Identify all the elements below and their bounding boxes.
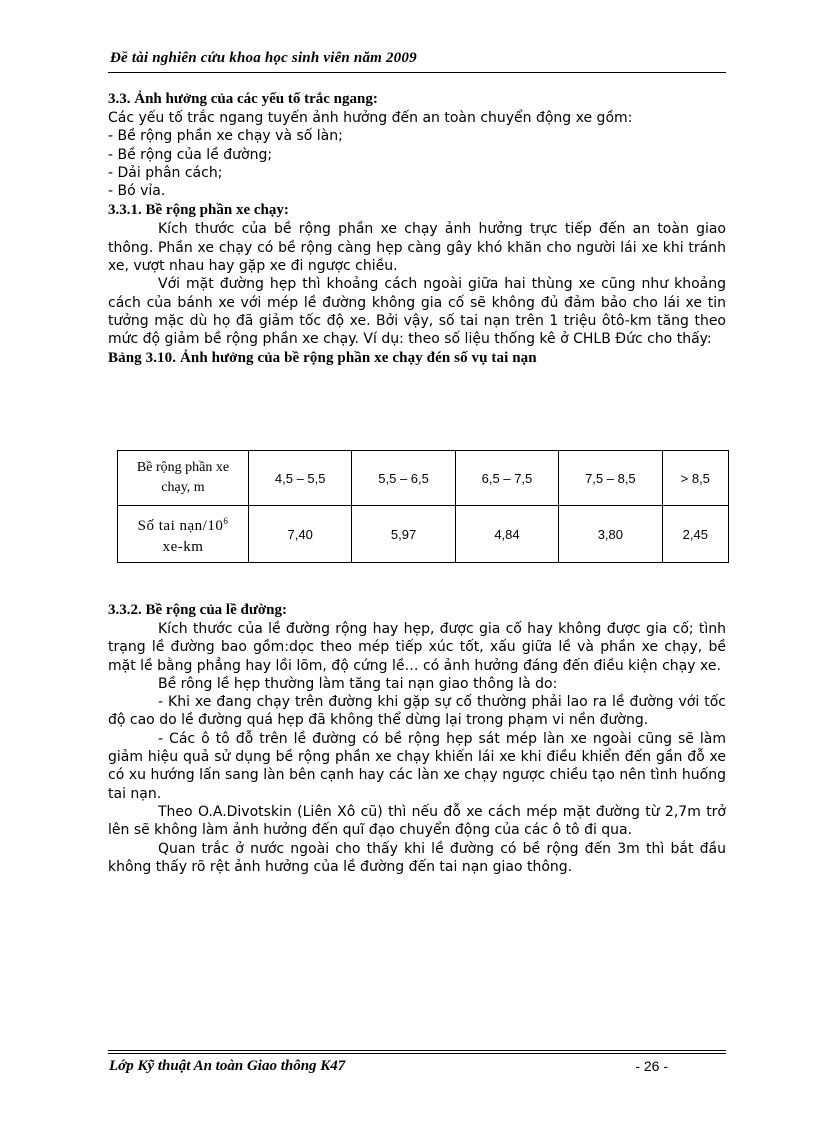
- table-row: [118, 451, 729, 506]
- list-item: - Bề rộng phần xe chạy và số làn;: [108, 128, 343, 145]
- table-row-header: Bề rộng phần xe chạy, m: [118, 451, 249, 506]
- table-caption: Bảng 3.10. Ảnh hưởng của bề rộng phần xe chạy đén số vụ tai nạn: [108, 349, 537, 366]
- list-item: - Bó vỉa.: [108, 183, 166, 200]
- section-3-3-2-heading: 3.3.2. Bề rộng của lề đường:: [108, 602, 287, 618]
- paragraph: Kích thước của lề đường rộng hay hẹp, được gia cố hay không được gia cố; tình trạng lề đường bao gồm:dọc theo mép tiếp xúc tốt, xấu giữa lề và phần xe chạy, bề mặt lề bằng phẳng hay lồi lõm, độ cứng lề… có ảnh hưởng đáng đến điều kiện chạy xe.: [108, 621, 726, 674]
- section-3-3-intro: Các yếu tố trắc ngang tuyến ảnh hưởng đến an toàn chuyển động xe gồm:: [108, 110, 633, 126]
- row-header-unit: xe-km: [162, 538, 204, 555]
- main-content: [108, 89, 726, 367]
- row-header-text: Số tai nạn/10: [137, 517, 224, 534]
- page-footer: [108, 1050, 726, 1075]
- paragraph: Theo O.A.Divotskin (Liên Xô cũ) thì nếu đỗ xe cách mép mặt đường từ 2,7m trở lên sẽ không làm ảnh hưởng đến quĩ đạo chuyển động của các ô tô đi qua.: [108, 803, 726, 839]
- footer-divider: [108, 1053, 726, 1054]
- section-3-3-2: [108, 600, 726, 876]
- paragraph: Với mặt đường hẹp thì khoảng cách ngoài giữa hai thùng xe cũng như khoảng cách của bánh xe với mép lề đường không gia cố sẽ không đủ đảm bảo cho lái xe tin tưởng mặc dù họ đã giảm tốc độ xe. Bởi vậy, số tai nạn trên 1 triệu ôtô-km tăng theo mức độ giảm bề rộng phần xe chạy. Ví dụ: theo số liệu thống kê ở CHLB Đức cho thấy:: [108, 276, 726, 348]
- header-divider: [108, 72, 726, 73]
- footer-class-name: Lớp Kỹ thuật An toàn Giao thông K47: [109, 1058, 346, 1074]
- list-item: - Dải phân cách;: [108, 164, 223, 181]
- table-cell: 2,45: [662, 506, 728, 563]
- section-3-3-heading: 3.3. Ảnh hưởng của các yếu tố trắc ngang:: [108, 91, 378, 107]
- table-row-header: [118, 506, 249, 563]
- table-cell: 4,5 – 5,5: [249, 451, 352, 506]
- footer-text-row: [109, 1058, 726, 1075]
- paragraph: - Khi xe đang chạy trên đường khi gặp sự cố thường phải lao ra lề đường với tốc độ cao do lề đường quá hẹp đã không thể dừng lại trong phạm vi nền đường.: [108, 694, 726, 729]
- accident-table: [117, 450, 729, 563]
- table-cell: 3,80: [559, 506, 662, 563]
- table-cell: 5,5 – 6,5: [352, 451, 455, 506]
- section-3-3-1-heading: 3.3.1. Bề rộng phần xe chạy:: [108, 202, 289, 219]
- paragraph: Kích thước của bề rộng phần xe chạy ảnh hưởng trực tiếp đến an toàn giao thông. Phần xe chạy có bề rộng càng hẹp càng gây khó khăn cho người lái xe khi tránh xe, vượt nhau hay gặp xe đi ngược chiều.: [108, 221, 726, 275]
- list-item: - Bề rộng của lề đường;: [108, 146, 273, 163]
- table-cell: 6,5 – 7,5: [455, 451, 558, 506]
- footer-divider: [108, 1050, 726, 1051]
- table-row: [118, 506, 729, 563]
- table-cell: 5,97: [352, 506, 455, 563]
- paragraph: Quan trắc ở nước ngoài cho thấy khi lề đường có bề rộng đến 3m thì bắt đầu không thấy rõ rệt ảnh hưởng của lề đường đến tai nạn giao thông.: [108, 840, 726, 875]
- table-cell: 4,84: [455, 506, 558, 563]
- row-header-superscript: 6: [223, 515, 229, 526]
- table-cell: 7,5 – 8,5: [559, 451, 662, 506]
- paragraph: - Các ô tô đỗ trên lề đường có bề rộng hẹp sát mép làn xe ngoài cũng sẽ làm giảm hiệu quả sử dụng bề rộng phần xe chạy khiến lái xe khi điều khiển đến gần đỗ xe có xu hướng lấn sang làn bên cạnh hay các làn xe chạy ngược chiều tạo nên tình huống tai nạn.: [108, 730, 726, 802]
- page-number: - 26 -: [635, 1058, 668, 1074]
- paragraph: Bề rông lề hẹp thường làm tăng tai nạn giao thông là do:: [158, 675, 558, 692]
- table-cell: 7,40: [249, 506, 352, 563]
- table-cell: > 8,5: [662, 451, 728, 506]
- page-header: [108, 50, 726, 73]
- header-title: Đề tài nghiên cứu khoa học sinh viên năm 2009: [110, 50, 417, 66]
